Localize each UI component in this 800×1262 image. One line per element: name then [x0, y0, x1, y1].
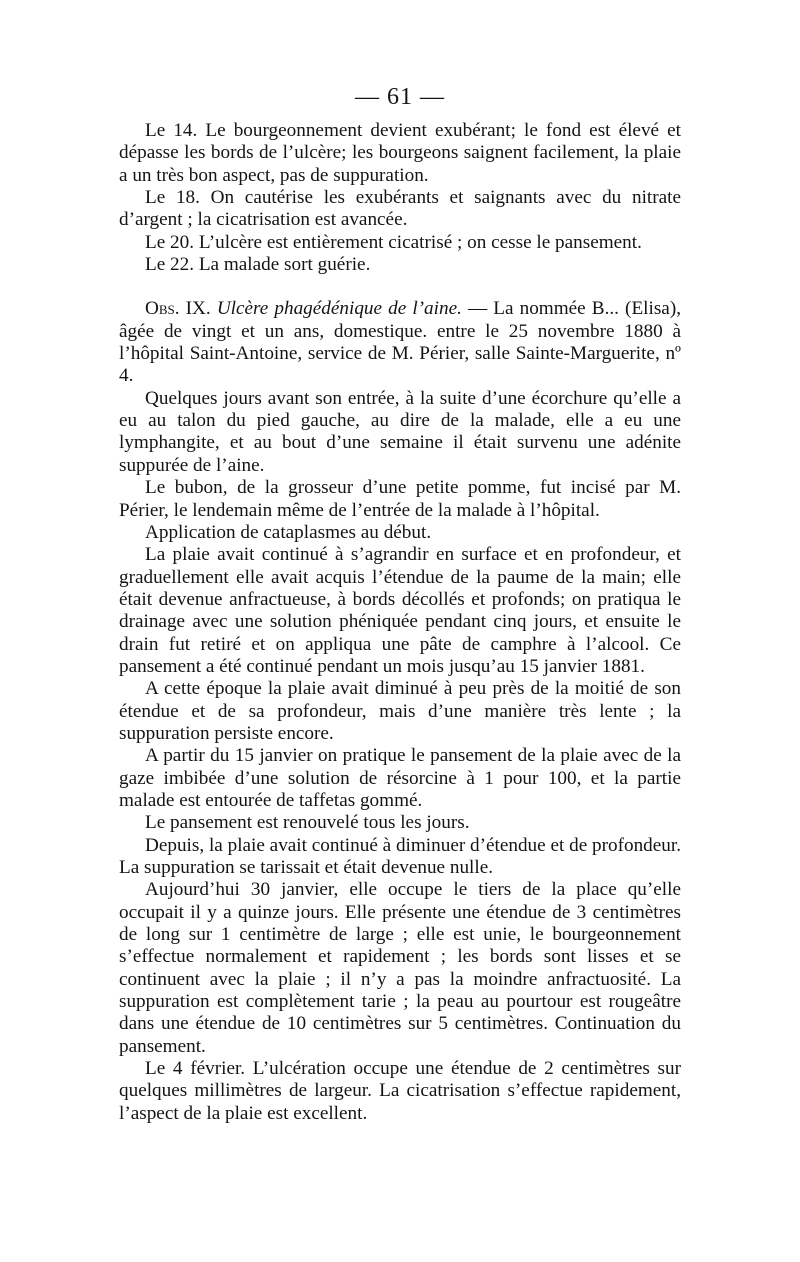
body-text — [119, 120, 681, 1125]
paragraph: Le pansement est renouvelé tous les jours. — [145, 812, 470, 834]
paragraph: Le 14. Le bourgeonnement devient exubérant; le fond est élevé et dépasse les bords de l’ulcère; les bourgeons saignent facilement, la plaie a un très bon aspect, pas de suppuration. — [119, 120, 681, 186]
paragraph: Le 4 février. L’ulcération occupe une étendue de 2 centimètres sur quelques millimètres de largeur. La cicatrisation s’effectue rapidement, l’aspect de la plaie est excellent. — [119, 1058, 681, 1124]
paragraph: Le 22. La malade sort guérie. — [145, 254, 371, 276]
observation-title: Ulcère phagédénique de l’aine. — [216, 298, 462, 320]
paragraph: A cette époque la plaie avait diminué à peu près de la moitié de son étendue et de sa profondeur, mais d’une manière très lente ; la suppuration persiste encore. — [119, 678, 681, 744]
paragraph: Depuis, la plaie avait continué à diminuer d’étendue et de profondeur. La suppuration se tarissait et était devenue nulle. — [119, 834, 681, 878]
paragraph: Application de cataplasmes au début. — [145, 521, 432, 543]
paragraph: Le 18. On cautérise les exubérants et saignants avec du nitrate d’argent ; la cicatrisation est avancée. — [119, 187, 681, 231]
observation-label: Obs. IX. — [145, 298, 211, 320]
observation-intro: — La nommée B... (Elisa), âgée de vingt et un ans, domestique. entre le 25 novembre 1880 à l’hôpital Saint-Antoine, service de M. Périer, salle Sainte-Marguerite, nº 4. — [119, 298, 681, 387]
observation-heading — [119, 298, 681, 387]
paragraph: Aujourd’hui 30 janvier, elle occupe le tiers de la place qu’elle occupait il y a quinze jours. Elle présente une étendue de 3 centimètres de long sur 1 centimètre de large ; elle est unie, le bourgeonnement s’effectue normalement et rapidement ; les bords sont lisses et se continuent avec la plaie ; il n’y a pas la moindre anfractuosité. La suppuration est complètement tarie ; la peau au pourtour est rougeâtre dans une étendue de 10 centimètres sur 5 centimètres. Continuation du pansement. — [119, 879, 681, 1057]
paragraph: A partir du 15 janvier on pratique le pansement de la plaie avec de la gaze imbibée d’une solution de résorcine à 1 pour 100, et la partie malade est entourée de taffetas gommé. — [119, 745, 681, 811]
paragraph: Le bubon, de la grosseur d’une petite pomme, fut incisé par M. Périer, le lendemain même de l’entrée de la malade à l’hôpital. — [119, 477, 681, 521]
page-number: — 61 — — [355, 84, 445, 110]
paragraph: Quelques jours avant son entrée, à la suite d’une écorchure qu’elle a eu au talon du pied gauche, au dire de la malade, elle a eu une lymphangite, et au bout d’une semaine il était survenu une adénite suppurée de l’aine. — [119, 387, 681, 476]
paragraph: La plaie avait continué à s’agrandir en surface et en profondeur, et graduellement elle avait acquis l’étendue de la paume de la main; elle était devenue anfractueuse, à bords décollés et profonds; on pratiqua le drainage avec une solution phéniquée pendant cinq jours, et ensuite le drain fut retiré et on appliqua une pâte de camphre à l’alcool. Ce pansement a été continué pendant un mois jusqu’au 15 janvier 1881. — [119, 544, 681, 677]
paragraph: Le 20. L’ulcère est entièrement cicatrisé ; on cesse le pansement. — [145, 231, 642, 253]
